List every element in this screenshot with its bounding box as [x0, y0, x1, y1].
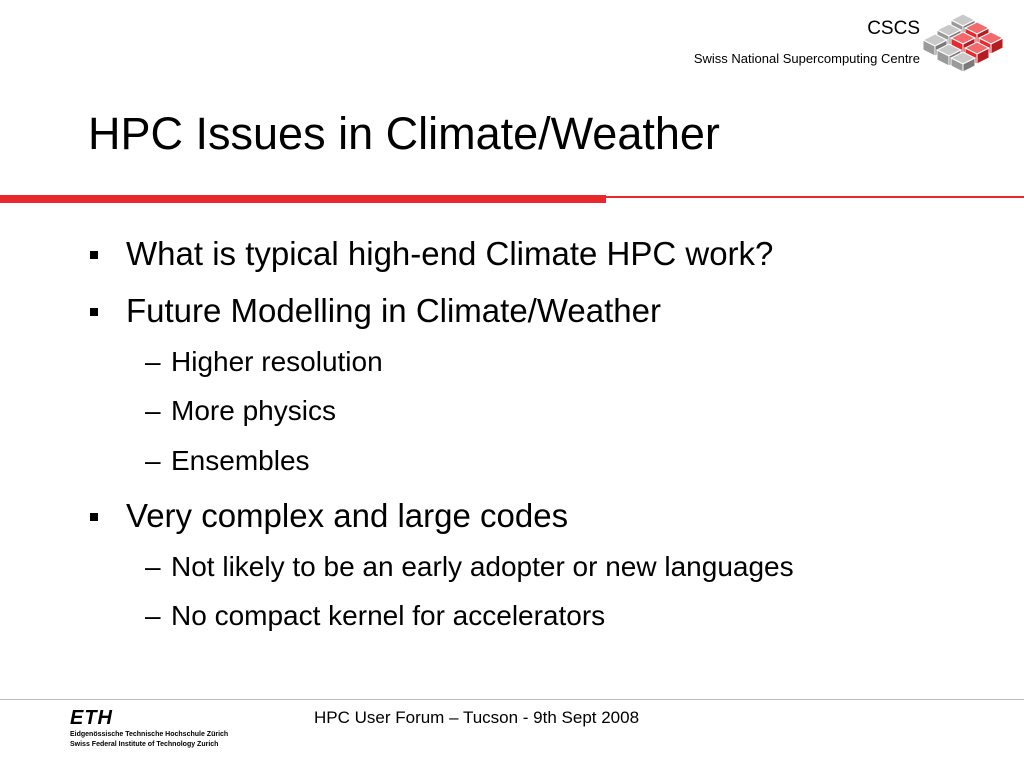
eth-name-german: Eidgenössische Technische Hochschule Zürich — [70, 731, 229, 738]
sub-bullet-text: No compact kernel for accelerators — [171, 600, 606, 631]
footer-divider — [0, 699, 1024, 700]
sub-bullet-text: Ensembles — [171, 445, 310, 476]
bullet-text: Very complex and large codes — [126, 497, 569, 534]
eth-logo: ETH — [70, 707, 113, 729]
org-abbreviation: CSCS — [867, 18, 920, 39]
bullet-text: What is typical high-end Climate HPC work? — [126, 235, 774, 272]
bullet-text: Future Modelling in Climate/Weather — [126, 292, 661, 329]
eth-name-english: Swiss Federal Institute of Technology Zurich — [70, 741, 219, 748]
dash-marker: – — [145, 551, 161, 582]
square-bullet-icon — [90, 513, 98, 521]
square-bullet-icon — [90, 308, 98, 316]
dash-marker: – — [145, 346, 161, 377]
footer-text: HPC User Forum – Tucson - 9th Sept 2008 — [314, 708, 640, 727]
sub-bullet-text: More physics — [171, 395, 336, 426]
slide-title: HPC Issues in Climate/Weather — [88, 108, 720, 159]
square-bullet-icon — [90, 251, 98, 259]
dash-marker: – — [145, 600, 161, 631]
sub-bullet-text: Not likely to be an early adopter or new languages — [171, 551, 794, 582]
sub-bullet-text: Higher resolution — [171, 346, 383, 377]
dash-marker: – — [145, 395, 161, 426]
org-name: Swiss National Supercomputing Centre — [693, 51, 920, 66]
dash-marker: – — [145, 445, 161, 476]
